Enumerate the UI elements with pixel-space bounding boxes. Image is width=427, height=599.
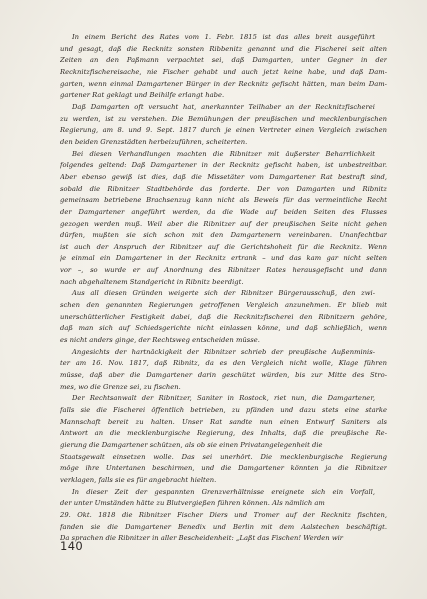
- text-line: den beiden Grenzstädten herbeizuführen, scheiterten.: [60, 137, 248, 146]
- text-line: unerschütterlicher Festigkeit dabei, daß die Recknitzfischerei den Ribnitzern gehöre,: [60, 312, 387, 321]
- text-line: Aber ebenso gewiß ist dies, daß die Missetäter vom Damgartener Rat bestraft sind,: [60, 172, 387, 181]
- text-line: falls sie die Fischerei öffentlich betrieben, zu pfänden und dazu stets eine starke: [60, 406, 387, 414]
- text-line: mes, wo die Grenze sei, zu fischen.: [60, 382, 181, 391]
- text-line: dürfen, mußten sie sich schon mit den Damgartenern vereinbaren. Unanfechtbar: [60, 231, 387, 240]
- paragraph: [60, 149, 387, 289]
- text-line: vor –, so wurde er auf Anordnung des Ribnitzer Rates herausgefischt und dann: [60, 266, 387, 275]
- text-line: nach abgehaltenem Standgericht in Ribnitz beerdigt.: [60, 277, 244, 286]
- text-line: Da sprachen die Ribnitzer in aller Bescheidenheit: „Laßt das Fischen! Werden wir: [60, 534, 344, 543]
- text-line: verklagen, falls sie es für angebracht hielten.: [60, 475, 217, 484]
- text-line: Zeiten an den Paßmann verpachtet sei, daß Damgarten, unter Gegner in der: [60, 56, 387, 65]
- text-line: Recknitzfischereisache, nie Fischer gehabt und auch jetzt keine habe, und daß Dam-: [60, 67, 387, 76]
- text-line: Mannschaft bereit zu halten. Unser Rat sandte nun einen Entwurf Saniters als: [60, 417, 387, 426]
- text-line: folgendes geltend: Daß Damgartener in der Recknitz gefischt haben, ist unbestreitbar.: [60, 161, 387, 170]
- text-line: es nicht anders ginge, der Rechtsweg entscheiden müsse.: [60, 336, 260, 345]
- paragraph: [60, 487, 387, 545]
- text-line: 29. Okt. 1818 die Ribnitzer Fischer Diers und Tromer auf der Recknitz fischten,: [60, 510, 387, 519]
- text-line: und gesagt, daß die Recknitz sonsten Ribbenitz genannt und die Fischerei seit alten: [60, 44, 387, 53]
- paragraph: [60, 347, 387, 394]
- text-line: gezogen werden muß. Weil aber die Ribnitzer auf der preußischen Seite nicht gehen: [60, 219, 387, 228]
- text-line: ter am 16. Nov. 1817, daß Ribnitz, da es den Vergleich nicht wolle, Klage führen: [60, 359, 387, 368]
- text-line: schen den genannten Regierungen getroffenen Vergleich anzunehmen. Er blieb mit: [60, 301, 387, 310]
- text-line: der Damgartener angeführt werden, da die Wade auf beiden Seiten des Flusses: [60, 207, 387, 216]
- text-line: fanden sie die Damgartener Benedix und Berlin mit dem Aalstechen beschäftigt.: [60, 522, 387, 531]
- text-line: Staatsgewalt einsetzen wolle. Das sei unerhört. Die mecklenburgische Regierung: [60, 452, 387, 461]
- text-line: Regierung, am 8. und 9. Sept. 1817 durch je einen Vertreter einen Vergleich zwischen: [60, 126, 387, 135]
- text-line: zu werden, ist zu verstehen. Die Bemühungen der preußischen und mecklenburgischen: [60, 114, 387, 123]
- text-line: ist auch der Anspruch der Ribnitzer auf die Gerichtshoheit für die Recknitz. Wenn: [60, 242, 387, 251]
- text-line: In einem Bericht des Rates vom 1. Febr. 1815 ist das alles breit ausgeführt: [72, 33, 375, 41]
- text-line: sobald die Ribnitzer Stadtbehörde das forderte. Der von Damgarten und Ribnitz: [60, 184, 387, 193]
- body-text: [60, 32, 387, 545]
- text-line: müsse, daß aber die Damgartener darin geschützt würden, bis zur Mitte des Stro-: [60, 371, 387, 380]
- text-line: garten, wenn einmal Damgartener Bürger in der Recknitz gefischt hätten, man beim Dam-: [60, 79, 387, 88]
- paragraph: [60, 288, 387, 346]
- text-line: gartener Rat geklagt und Beihilfe erlangt habe.: [60, 91, 225, 100]
- text-line: Aus all diesen Gründen weigerte sich der Ribnitzer Bürgerausschuß, den zwi-: [72, 289, 375, 298]
- text-line: der unter Umständen hätte zu Blutvergießen führen können. Als nämlich am: [60, 499, 325, 508]
- text-line: Daß Damgarten oft versucht hat, anerkannter Teilhaber an der Recknitzfischerei: [72, 102, 375, 111]
- text-line: Der Rechtsanwalt der Ribnitzer, Saniter in Rostock, riet nun, die Damgartener,: [72, 394, 375, 403]
- text-line: je einmal ein Damgartener in der Recknitz ertrank – und das kam gar nicht selten: [60, 254, 387, 263]
- text-line: Antwort an die mecklenburgische Regierung, des Inhalts, daß die preußische Re-: [60, 429, 387, 438]
- text-line: Bei diesen Verhandlungen machten die Ribnitzer mit äußerster Beharrlichkeit: [72, 149, 375, 158]
- text-line: gierung die Damgartener schützen, als ob sie einen Privatangelegenheit die: [60, 440, 323, 449]
- text-line: daß man sich auf Schiedsgerichte nicht einlassen könne, und daß schließlich, wenn: [60, 324, 387, 333]
- page-number: 140: [60, 539, 84, 553]
- text-line: Angesichts der hartnäckigkeit der Ribnitzer schrieb der preußische Außenminis-: [72, 347, 375, 356]
- text-line: In dieser Zeit der gespannten Grenzverhältnisse ereignete sich ein Vorfall,: [72, 487, 375, 496]
- paragraph: [60, 393, 387, 486]
- text-line: möge ihre Untertanen beschirmen, und die Damgartener könnten ja die Ribnitzer: [60, 464, 387, 473]
- paragraph: [60, 102, 387, 149]
- text-line: gemeinsam betriebene Brachsenzug kann nicht als Beweis für das vermeintliche Recht: [60, 196, 387, 205]
- paragraph: [60, 32, 387, 102]
